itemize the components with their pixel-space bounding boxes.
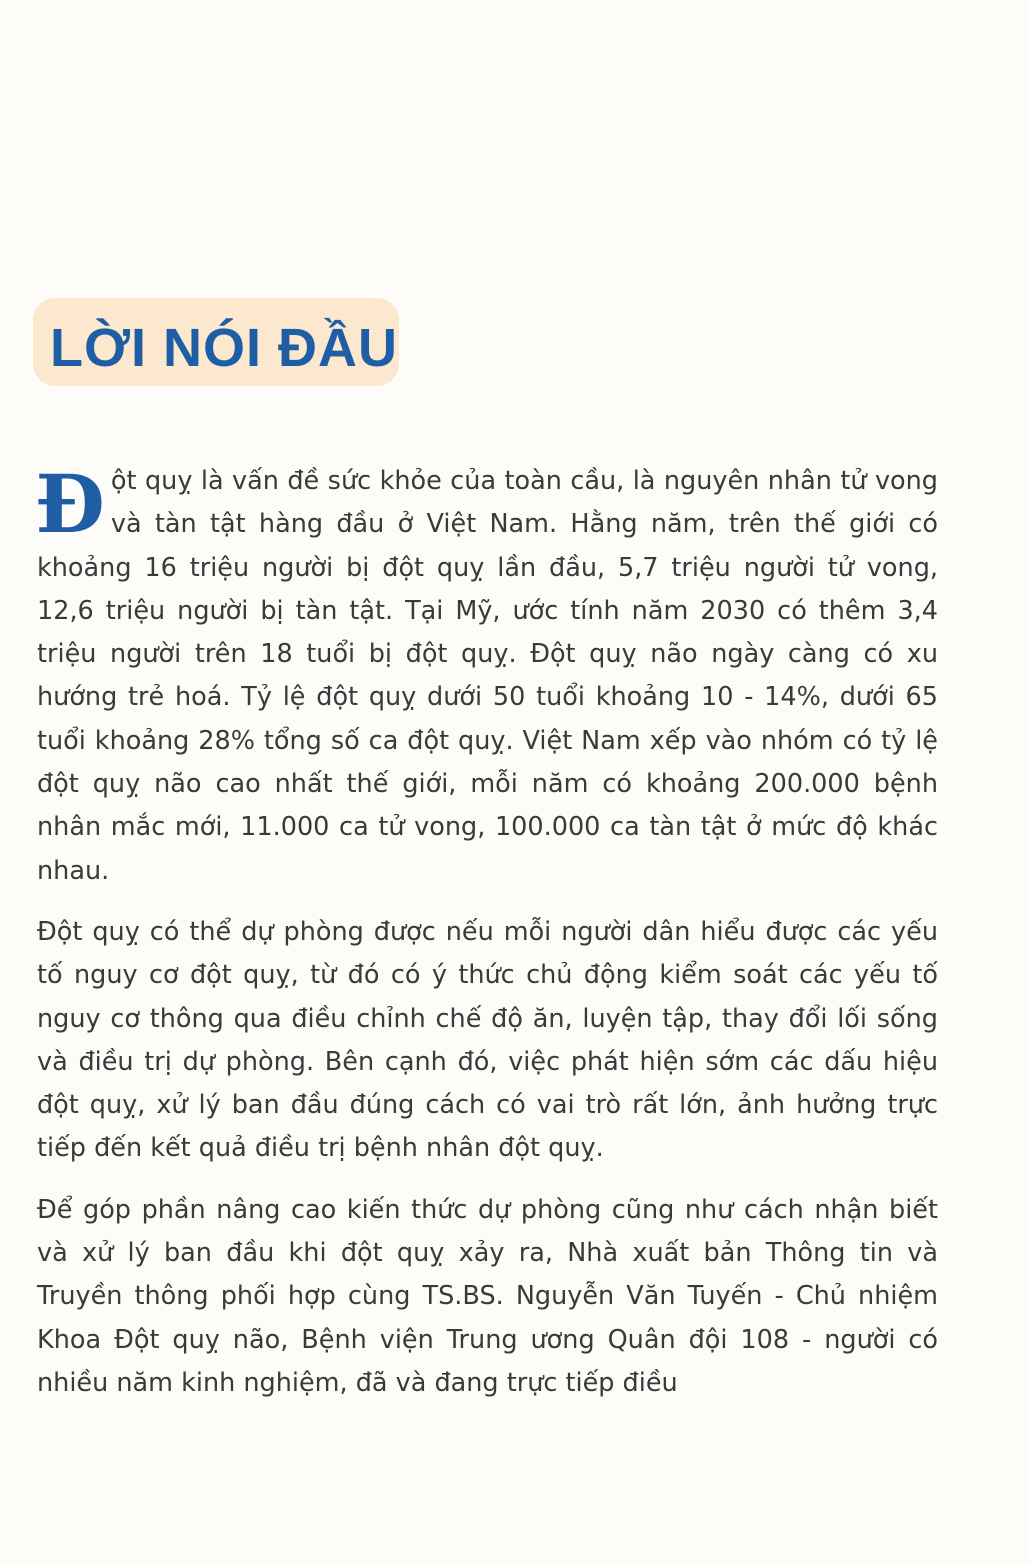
paragraph-1-text: ột quỵ là vấn đề sức khỏe của toàn cầu, là nguyên nhân tử vong và tàn tật hàng đầu ở Việt Nam. Hằng năm, trên thế giới có khoảng 16 triệu người bị đột quỵ lần đầu, 5,7 triệu người tử vong, 12,6 triệu người bị tàn tật. Tại Mỹ, ước tính năm 2030 có thêm 3,4 triệu người trên 18 tuổi bị đột quỵ. Đột quỵ não ngày càng có xu hướng trẻ hoá. Tỷ lệ đột quỵ dưới 50 tuổi khoảng 10 - 14%, dưới 65 tuổi khoảng 28% tổng số ca đột quỵ. Việt Nam xếp vào nhóm có tỷ lệ đột quỵ não cao nhất thế giới, mỗi năm có khoảng 200.000 bệnh nhân mắc mới, 11.000 ca tử vong, 100.000 ca tàn tật ở mức độ khác nhau. xyxy=(37,466,938,886)
paragraph-3: Để góp phần nâng cao kiến thức dự phòng cũng như cách nhận biết và xử lý ban đầu khi đột quỵ xảy ra, Nhà xuất bản Thông tin và Truyền thông phối hợp cùng TS.BS. Nguyễn Văn Tuyến - Chủ nhiệm Khoa Đột quỵ não, Bệnh viện Trung ương Quân đội 108 - người có nhiều năm kinh nghiệm, đã và đang trực tiếp điều xyxy=(37,1194,938,1398)
body-text xyxy=(35,457,938,1423)
drop-cap: Đ xyxy=(35,457,105,551)
page-title: LỜI NÓI ĐẦU xyxy=(50,318,399,378)
paragraph-1 xyxy=(35,457,938,893)
paragraph-2: Đột quỵ có thể dự phòng được nếu mỗi người dân hiểu được các yếu tố nguy cơ đột quỵ, từ đó có ý thức chủ động kiểm soát các yếu tố nguy cơ thông qua điều chỉnh chế độ ăn, luyện tập, thay đổi lối sống và điều trị dự phòng. Bên cạnh đó, việc phát hiện sớm các dấu hiệu đột quỵ, xử lý ban đầu đúng cách có vai trò rất lớn, ảnh hưởng trực tiếp đến kết quả điều trị bệnh nhân đột quỵ. xyxy=(37,916,938,1164)
